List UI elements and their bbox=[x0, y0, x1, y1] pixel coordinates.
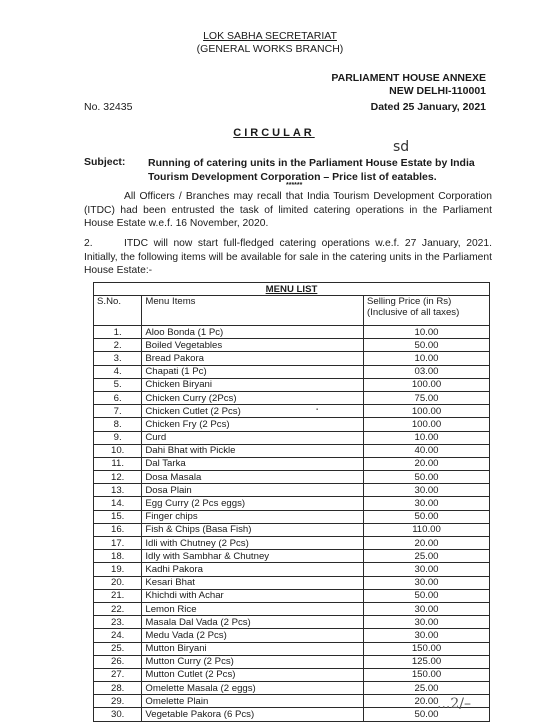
column-header-price-line1: Selling Price (in Rs) bbox=[367, 296, 452, 307]
table-row bbox=[94, 537, 490, 550]
row-item: Dosa Masala bbox=[142, 471, 364, 484]
row-item: Curd bbox=[142, 431, 364, 444]
row-price: 150.00 bbox=[364, 668, 490, 681]
row-item: Idly with Sambhar & Chutney bbox=[142, 550, 364, 563]
subject-text: Running of catering units in the Parliament House Estate by India Tourism Development Corporation – Price list of eatables. bbox=[148, 157, 475, 183]
row-price: 50.00 bbox=[364, 471, 490, 484]
table-row bbox=[94, 510, 490, 523]
row-sno: 8. bbox=[94, 418, 142, 431]
row-price: 50.00 bbox=[364, 510, 490, 523]
row-item: Omelette Plain bbox=[142, 695, 364, 708]
table-row bbox=[94, 484, 490, 497]
row-price: 110.00 bbox=[364, 523, 490, 536]
table-row bbox=[94, 471, 490, 484]
row-sno: 17. bbox=[94, 537, 142, 550]
row-sno: 5. bbox=[94, 378, 142, 391]
row-price: 20.00 bbox=[364, 695, 490, 708]
row-item: Khichdi with Achar bbox=[142, 589, 364, 602]
table-row bbox=[94, 378, 490, 391]
row-item: Fish & Chips (Basa Fish) bbox=[142, 523, 364, 536]
row-price: 50.00 bbox=[364, 589, 490, 602]
column-header-price bbox=[364, 296, 490, 326]
row-sno: 11. bbox=[94, 457, 142, 470]
table-row bbox=[94, 550, 490, 563]
row-price: 75.00 bbox=[364, 391, 490, 404]
row-item: Boiled Vegetables bbox=[142, 339, 364, 352]
row-price: 100.00 bbox=[364, 378, 490, 391]
row-item: Mutton Curry (2 Pcs) bbox=[142, 655, 364, 668]
row-price: 30.00 bbox=[364, 484, 490, 497]
table-row bbox=[94, 405, 490, 418]
table-row bbox=[94, 655, 490, 668]
row-sno: 19. bbox=[94, 563, 142, 576]
table-row bbox=[94, 444, 490, 457]
reference-number: No. 32435 bbox=[84, 101, 133, 113]
row-price: 30.00 bbox=[364, 629, 490, 642]
table-row bbox=[94, 642, 490, 655]
row-item: Aloo Bonda (1 Pc) bbox=[142, 326, 364, 339]
row-item: Dal Tarka bbox=[142, 457, 364, 470]
row-price: 03.00 bbox=[364, 365, 490, 378]
row-sno: 29. bbox=[94, 695, 142, 708]
row-item: Dahi Bhat with Pickle bbox=[142, 444, 364, 457]
row-sno: 20. bbox=[94, 576, 142, 589]
row-sno: 9. bbox=[94, 431, 142, 444]
table-row bbox=[94, 523, 490, 536]
row-item: Mutton Cutlet (2 Pcs) bbox=[142, 668, 364, 681]
row-price: 20.00 bbox=[364, 537, 490, 550]
row-item: Mutton Biryani bbox=[142, 642, 364, 655]
row-price: 30.00 bbox=[364, 497, 490, 510]
row-price: 50.00 bbox=[364, 708, 490, 721]
table-row bbox=[94, 431, 490, 444]
row-item: Bread Pakora bbox=[142, 352, 364, 365]
table-row bbox=[94, 668, 490, 681]
table-row bbox=[94, 616, 490, 629]
paragraph-2-number: 2. bbox=[84, 238, 93, 249]
row-sno: 23. bbox=[94, 616, 142, 629]
row-price: 40.00 bbox=[364, 444, 490, 457]
table-row bbox=[94, 352, 490, 365]
table-row bbox=[94, 695, 490, 708]
row-sno: 25. bbox=[94, 642, 142, 655]
menu-table-title: MENU LIST bbox=[94, 283, 490, 296]
table-row bbox=[94, 457, 490, 470]
row-sno: 6. bbox=[94, 391, 142, 404]
table-row bbox=[94, 391, 490, 404]
row-price: 10.00 bbox=[364, 431, 490, 444]
paragraph-1: All Officers / Branches may recall that India Tourism Development Corporation (ITDC) had been entrusted the task of limited catering operations in the Parliament House Estate w.e.f. 16 November, 2020. bbox=[84, 191, 492, 229]
row-price: 150.00 bbox=[364, 642, 490, 655]
table-row bbox=[94, 602, 490, 615]
row-price: 25.00 bbox=[364, 550, 490, 563]
row-item: Lemon Rice bbox=[142, 602, 364, 615]
row-item: Dosa Plain bbox=[142, 484, 364, 497]
row-sno: 1. bbox=[94, 326, 142, 339]
row-item: Vegetable Pakora (6 Pcs) bbox=[142, 708, 364, 721]
page-continuation-mark: ...2/– bbox=[437, 696, 471, 712]
table-row bbox=[94, 339, 490, 352]
row-sno: 24. bbox=[94, 629, 142, 642]
row-sno: 26. bbox=[94, 655, 142, 668]
menu-table bbox=[93, 282, 490, 722]
address-line-2: NEW DELHI-110001 bbox=[389, 85, 486, 97]
row-item: Chicken Cutlet (2 Pcs) bbox=[142, 405, 364, 418]
row-sno: 16. bbox=[94, 523, 142, 536]
scan-speck: ▪ bbox=[316, 407, 319, 413]
paragraph-2-text: ITDC will now start full-fledged catering operations w.e.f. 27 January, 2021. Initially, the following items will be available for sale in the catering units in the Parliament House Estate:- bbox=[84, 238, 492, 276]
row-item: Masala Dal Vada (2 Pcs) bbox=[142, 616, 364, 629]
row-item: Medu Vada (2 Pcs) bbox=[142, 629, 364, 642]
row-sno: 7. bbox=[94, 405, 142, 418]
subject-label: Subject: bbox=[84, 156, 126, 168]
row-item: Finger chips bbox=[142, 510, 364, 523]
table-row bbox=[94, 326, 490, 339]
row-sno: 3. bbox=[94, 352, 142, 365]
row-price: 10.00 bbox=[364, 352, 490, 365]
row-price: 10.00 bbox=[364, 326, 490, 339]
table-row bbox=[94, 682, 490, 695]
row-sno: 12. bbox=[94, 471, 142, 484]
document-date: Dated 25 January, 2021 bbox=[370, 101, 486, 113]
table-row bbox=[94, 563, 490, 576]
table-row bbox=[94, 418, 490, 431]
row-item: Chicken Curry (2Pcs) bbox=[142, 391, 364, 404]
row-sno: 4. bbox=[94, 365, 142, 378]
row-price: 20.00 bbox=[364, 457, 490, 470]
row-price: 30.00 bbox=[364, 602, 490, 615]
row-item: Chapati (1 Pc) bbox=[142, 365, 364, 378]
row-sno: 30. bbox=[94, 708, 142, 721]
table-row bbox=[94, 497, 490, 510]
row-sno: 2. bbox=[94, 339, 142, 352]
row-sno: 28. bbox=[94, 682, 142, 695]
column-header-sno: S.No. bbox=[94, 296, 142, 326]
row-price: 30.00 bbox=[364, 576, 490, 589]
table-row bbox=[94, 365, 490, 378]
row-item: Chicken Biryani bbox=[142, 378, 364, 391]
row-item: Chicken Fry (2 Pcs) bbox=[142, 418, 364, 431]
row-price: 30.00 bbox=[364, 563, 490, 576]
row-sno: 21. bbox=[94, 589, 142, 602]
table-row bbox=[94, 629, 490, 642]
table-row bbox=[94, 708, 490, 721]
row-sno: 14. bbox=[94, 497, 142, 510]
row-price: 100.00 bbox=[364, 405, 490, 418]
table-row bbox=[94, 576, 490, 589]
row-sno: 15. bbox=[94, 510, 142, 523]
address-line-1: PARLIAMENT HOUSE ANNEXE bbox=[331, 72, 486, 84]
row-item: Omelette Masala (2 eggs) bbox=[142, 682, 364, 695]
row-price: 50.00 bbox=[364, 339, 490, 352]
org-branch: (GENERAL WORKS BRANCH) bbox=[196, 43, 344, 55]
table-row bbox=[94, 589, 490, 602]
column-header-item: Menu Items bbox=[142, 296, 364, 326]
row-sno: 18. bbox=[94, 550, 142, 563]
handwritten-mark: sd bbox=[393, 139, 410, 155]
org-name: LOK SABHA SECRETARIAT bbox=[203, 30, 337, 42]
circular-title: CIRCULAR bbox=[233, 127, 315, 139]
row-item: Kadhi Pakora bbox=[142, 563, 364, 576]
row-price: 25.00 bbox=[364, 682, 490, 695]
row-item: Kesari Bhat bbox=[142, 576, 364, 589]
menu-table-body bbox=[94, 326, 490, 722]
row-sno: 22. bbox=[94, 602, 142, 615]
row-price: 125.00 bbox=[364, 655, 490, 668]
row-item: Egg Curry (2 Pcs eggs) bbox=[142, 497, 364, 510]
row-sno: 10. bbox=[94, 444, 142, 457]
row-sno: 27. bbox=[94, 668, 142, 681]
column-header-price-line2: (Inclusive of all taxes) bbox=[367, 307, 460, 318]
row-price: 100.00 bbox=[364, 418, 490, 431]
paragraph-2 bbox=[84, 237, 492, 278]
subject-separator: ****** bbox=[286, 182, 303, 189]
row-item: Idli with Chutney (2 Pcs) bbox=[142, 537, 364, 550]
row-price: 30.00 bbox=[364, 616, 490, 629]
row-sno: 13. bbox=[94, 484, 142, 497]
